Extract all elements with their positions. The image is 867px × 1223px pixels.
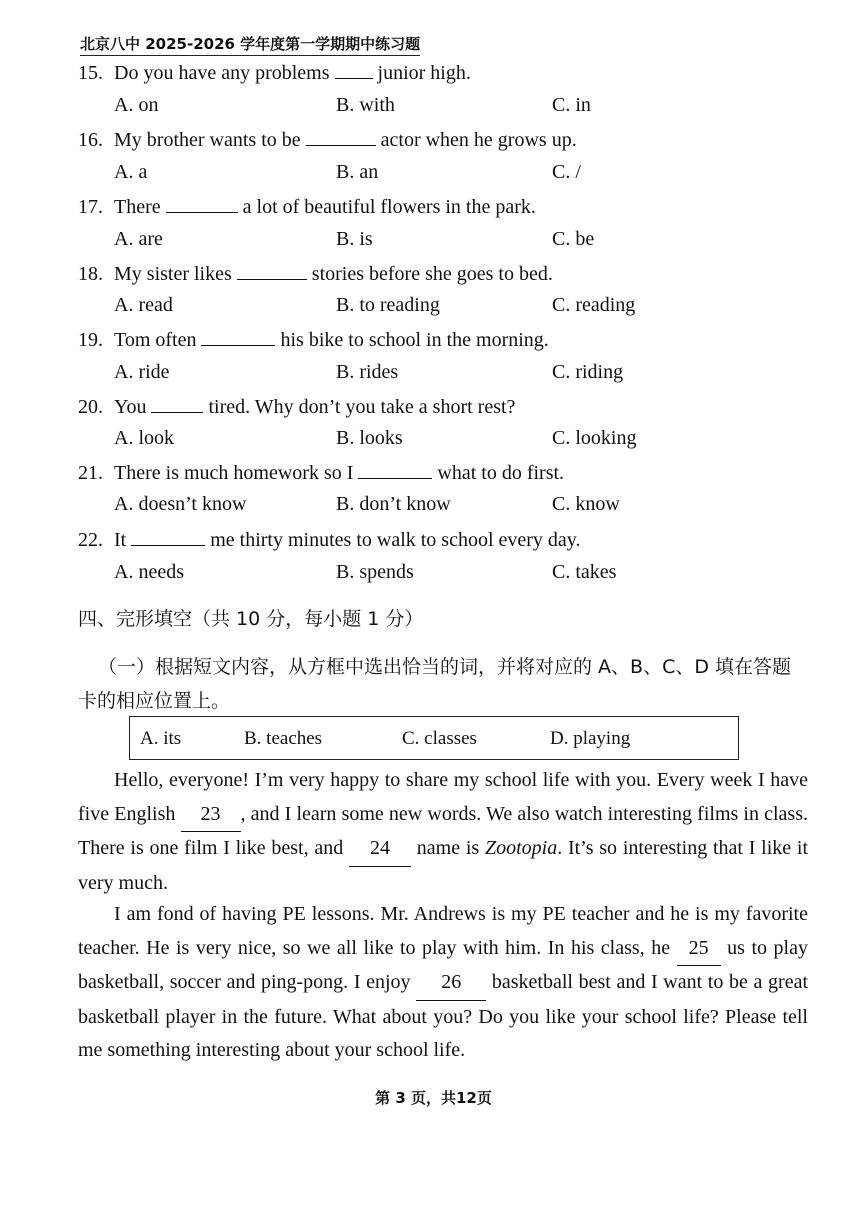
answer-blank bbox=[166, 194, 238, 213]
answer-blank bbox=[306, 127, 376, 146]
answer-blank bbox=[131, 527, 205, 546]
option-c: C. in bbox=[552, 94, 591, 116]
question-number: 22. bbox=[78, 529, 103, 551]
passage-text: , and I learn some new words. We also watch interesting films in class. There is one film I like best, and bbox=[78, 802, 808, 859]
question-number: 21. bbox=[78, 462, 103, 484]
question-16 bbox=[78, 127, 577, 152]
option-c: C. know bbox=[552, 493, 620, 515]
word-option-b: B. teaches bbox=[244, 728, 323, 749]
answer-blank bbox=[201, 327, 275, 346]
options-19 bbox=[114, 361, 734, 387]
options-21 bbox=[114, 493, 734, 519]
passage-text: us to play basketball, soccer and ping-pong. I enjoy bbox=[78, 936, 808, 993]
option-b: B. an bbox=[336, 161, 379, 183]
passage-text: basketball best and I want to be a great basketball player in the future. What about you? Do you like your school life? Please tell me something interesting about your school life. bbox=[78, 971, 809, 1061]
word-option-c: C. classes bbox=[402, 728, 477, 749]
question-text-pre: Do you have any problems bbox=[114, 62, 330, 84]
film-title: Zootopia bbox=[484, 837, 558, 859]
question-text-pre: My brother wants to be bbox=[114, 129, 301, 151]
passage-text: . It’s so interesting that I like it very much. bbox=[78, 837, 809, 894]
option-c: C. reading bbox=[552, 294, 636, 316]
option-a: A. a bbox=[114, 161, 148, 183]
answer-blank bbox=[237, 261, 307, 280]
question-text-post: me thirty minutes to walk to school every day. bbox=[210, 529, 581, 551]
question-text-post: stories before she goes to bed. bbox=[311, 263, 553, 285]
option-a: A. doesn’t know bbox=[114, 493, 247, 515]
option-b: B. is bbox=[336, 228, 373, 250]
page-footer: 第 3 页，共12页 bbox=[375, 1089, 492, 1107]
question-text-post: actor when he grows up. bbox=[380, 129, 577, 151]
option-b: B. looks bbox=[336, 427, 403, 449]
options-16 bbox=[114, 161, 734, 187]
question-text-pre: There bbox=[114, 196, 161, 218]
blank-23: 23 bbox=[181, 798, 241, 833]
question-17 bbox=[78, 194, 536, 219]
question-number: 19. bbox=[78, 329, 103, 351]
option-b: B. spends bbox=[336, 561, 414, 583]
options-15 bbox=[114, 94, 734, 120]
question-text-pre: Tom often bbox=[114, 329, 197, 351]
question-text-post: what to do first. bbox=[437, 462, 565, 484]
question-number: 15. bbox=[78, 62, 103, 84]
options-22 bbox=[114, 561, 734, 587]
question-21 bbox=[78, 460, 564, 485]
option-c: C. / bbox=[552, 161, 581, 183]
passage-text: name is bbox=[416, 837, 480, 859]
option-a: A. ride bbox=[114, 361, 170, 383]
question-number: 16. bbox=[78, 129, 103, 151]
passage-text: Hello, everyone! I’m very happy to share my school life with you. Every week I have five English bbox=[78, 769, 808, 825]
blank-24: 24 bbox=[349, 832, 411, 867]
passage-text: I am fond of having PE lessons. Mr. Andrews is my PE teacher and he is my favorite teacher. He is very nice, so we all like to play with him. In his class, he bbox=[78, 903, 808, 959]
options-17 bbox=[114, 228, 734, 254]
option-a: A. on bbox=[114, 94, 159, 116]
question-22 bbox=[78, 527, 581, 552]
question-text-pre: It bbox=[114, 529, 127, 551]
question-text-post: his bike to school in the morning. bbox=[280, 329, 549, 351]
question-text-post: junior high. bbox=[377, 62, 471, 84]
question-19 bbox=[78, 327, 549, 352]
question-number: 20. bbox=[78, 396, 103, 418]
option-a: A. look bbox=[114, 427, 174, 449]
options-20 bbox=[114, 427, 734, 453]
section-instruction: （一）根据短文内容，从方框中选出恰当的词，并将对应的 A、B、C、D 填在答题卡的相应位置上。 bbox=[78, 656, 792, 712]
option-b: B. rides bbox=[336, 361, 399, 383]
question-text-post: tired. Why don’t you take a short rest? bbox=[208, 396, 516, 418]
question-number: 17. bbox=[78, 196, 103, 218]
question-15 bbox=[78, 60, 471, 85]
question-text-pre: My sister likes bbox=[114, 263, 232, 285]
option-c: C. riding bbox=[552, 361, 624, 383]
question-text-post: a lot of beautiful flowers in the park. bbox=[242, 196, 536, 218]
section-title: 四、完形填空（共 10 分，每小题 1 分） bbox=[78, 608, 424, 630]
passage-paragraph-1 bbox=[78, 764, 808, 900]
blank-26: 26 bbox=[416, 966, 486, 1001]
option-c: C. be bbox=[552, 228, 595, 250]
answer-blank bbox=[151, 394, 203, 413]
option-c: C. looking bbox=[552, 427, 637, 449]
option-a: A. needs bbox=[114, 561, 184, 583]
question-text-pre: You bbox=[114, 396, 147, 418]
question-text-pre: There is much homework so I bbox=[114, 462, 354, 484]
question-20 bbox=[78, 394, 515, 419]
passage-paragraph-2 bbox=[78, 898, 808, 1068]
word-option-d: D. playing bbox=[550, 728, 631, 749]
blank-25: 25 bbox=[677, 932, 721, 967]
question-number: 18. bbox=[78, 263, 103, 285]
option-a: A. are bbox=[114, 228, 163, 250]
word-box bbox=[129, 716, 739, 760]
answer-blank bbox=[335, 60, 373, 79]
option-b: B. with bbox=[336, 94, 395, 116]
answer-blank bbox=[358, 460, 432, 479]
exam-header: 北京八中 2025-2026 学年度第一学期期中练习题 bbox=[80, 33, 420, 56]
option-b: B. to reading bbox=[336, 294, 440, 316]
option-a: A. read bbox=[114, 294, 173, 316]
word-option-a: A. its bbox=[140, 728, 182, 749]
option-b: B. don’t know bbox=[336, 493, 451, 515]
options-18 bbox=[114, 294, 734, 320]
question-18 bbox=[78, 261, 553, 286]
option-c: C. takes bbox=[552, 561, 617, 583]
